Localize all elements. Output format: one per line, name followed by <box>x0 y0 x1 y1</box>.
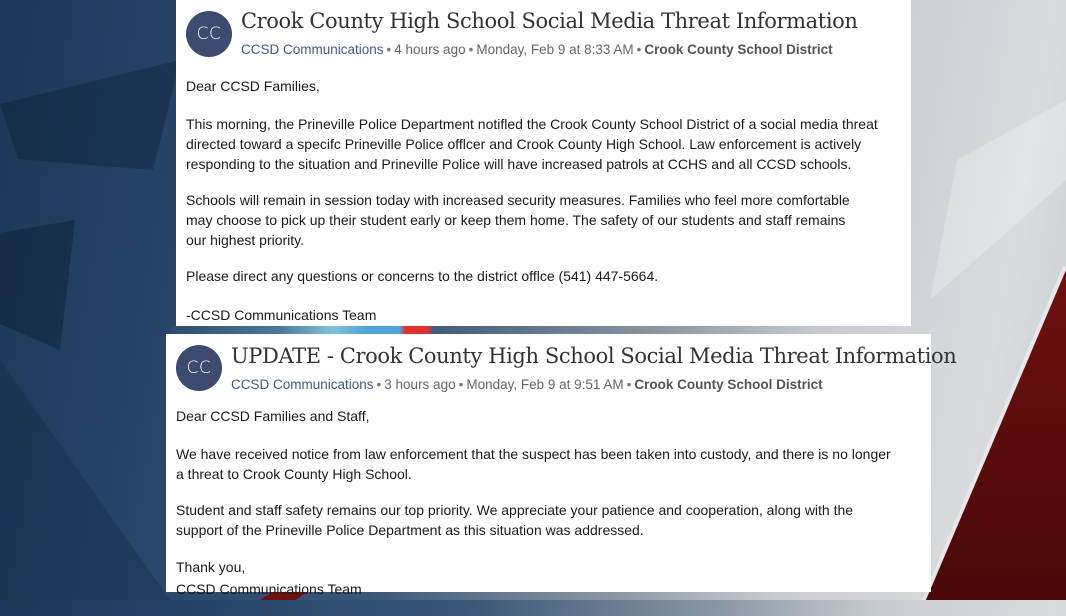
body-line: Schools will remain in session today with increased security measures. Families who feel more comfortable <box>186 192 850 208</box>
body-line: Please direct any questions or concerns to the district offlce (541) 447-5664. <box>186 268 659 284</box>
body-paragraph <box>176 500 926 540</box>
relative-time: 3 hours ago <box>384 377 456 392</box>
body-paragraph <box>176 444 926 484</box>
author-link[interactable]: CCSD Communications <box>231 377 374 392</box>
body-line: our highest priority. <box>186 232 305 248</box>
meta-separator: • <box>386 42 392 57</box>
background-facet <box>930 100 1066 300</box>
meta-separator: • <box>458 377 464 392</box>
body-line: We have received notice from law enforcement that the suspect has been taken into custody, and there is no longer <box>176 446 891 462</box>
post-title[interactable]: Crook County High School Social Media Threat Information <box>241 9 858 33</box>
greeting: Dear CCSD Families and Staff, <box>176 408 370 424</box>
meta-separator: • <box>376 377 382 392</box>
body-line: Student and staff safety remains our top priority. We appreciate your patience and cooperation, along with the <box>176 502 854 518</box>
signature-line: CCSD Communications Team <box>176 581 362 597</box>
post-datetime: Monday, Feb 9 at 9:51 AM <box>466 377 624 392</box>
post-body <box>176 406 926 616</box>
body-line: support of the Prineville Police Department as this situation was addressed. <box>176 522 644 538</box>
district-link[interactable]: Crook County School District <box>644 42 833 57</box>
post-title[interactable]: UPDATE - Crook County High School Social Media Threat Information <box>231 344 957 368</box>
body-line: may choose to pick up their student early or keep them home. The safety of our students and staff remains <box>186 212 846 228</box>
meta-separator: • <box>468 42 474 57</box>
background-red-wedge <box>926 270 1066 600</box>
avatar[interactable] <box>176 345 222 391</box>
post-card-update <box>166 334 957 597</box>
background-facet <box>0 60 180 170</box>
greeting: Dear CCSD Families, <box>186 78 320 94</box>
background-facet <box>0 220 75 350</box>
post-card-original <box>176 0 911 326</box>
body-line: directed toward a specifc Prineville Police offlcer and Crook County High School. Law enforcement is actively <box>186 136 862 152</box>
author-link[interactable]: CCSD Communications <box>241 42 384 57</box>
relative-time: 4 hours ago <box>394 42 466 57</box>
body-paragraph <box>186 266 906 286</box>
avatar[interactable] <box>186 11 232 57</box>
post-meta <box>231 377 823 392</box>
signature-line: Thank you, <box>176 559 246 575</box>
body-line: This morning, the Prineville Police Department notifled the Crook County School District of a social media threat <box>186 116 878 132</box>
body-paragraph <box>186 190 906 250</box>
signature <box>176 556 926 600</box>
body-paragraph <box>186 114 906 174</box>
body-line: responding to the situation and Prineville Police will have increased patrols at CCHS and all CCSD schools. <box>186 156 852 172</box>
post-meta <box>241 42 833 57</box>
district-link[interactable]: Crook County School District <box>634 377 823 392</box>
signature-line: -CCSD Communications Team <box>186 307 377 323</box>
post-datetime: Monday, Feb 9 at 8:33 AM <box>476 42 634 57</box>
avatar-initials: CC <box>186 358 212 378</box>
background-facet <box>0 360 170 600</box>
post-body <box>186 76 906 342</box>
body-line: a threat to Crook County High School. <box>176 466 412 482</box>
avatar-initials: CC <box>196 24 222 44</box>
meta-separator: • <box>626 377 632 392</box>
meta-separator: • <box>636 42 642 57</box>
signature <box>186 304 906 326</box>
